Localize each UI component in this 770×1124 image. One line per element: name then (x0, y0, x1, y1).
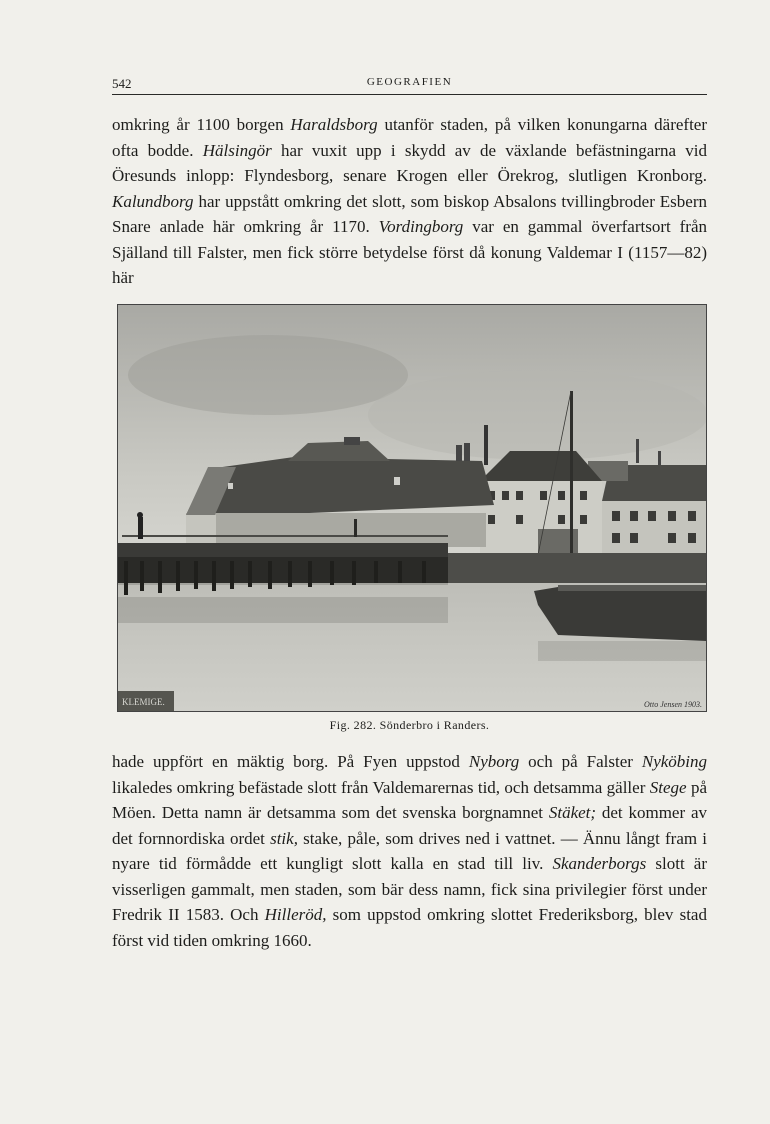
place-name: Vordingborg (378, 217, 464, 236)
place-name: Skanderborgs (552, 854, 647, 873)
text-segment: stake, påle, som drives ned i vattnet. — Ännu långt fram i nyare tid förmådde ett kungligt slott kalla en stad till liv. (112, 828, 707, 873)
building-middle (480, 451, 602, 553)
page-header (112, 74, 707, 95)
place-name: Stäket; (548, 803, 597, 822)
text-segment: det kommer av det fornnordiska ordet (112, 803, 707, 848)
text-segment: likaledes omkring befästade slott från Valdemarernas tid, och detsamma gäller (112, 777, 650, 797)
boat (534, 587, 706, 641)
text-segment: hade uppfört en mäktig borg. På Fyen uppstod (112, 752, 469, 771)
place-name: Nyborg (468, 752, 520, 771)
quay (448, 553, 706, 583)
photo-mark-left: KLEMIGE. (122, 697, 165, 707)
text-segment: på Möen. Detta namn är detsamma som det svenska borgnamnet (112, 777, 708, 822)
place-name: Stege (649, 777, 687, 797)
word-term: stik, (270, 828, 298, 848)
photo-mark-right: Otto Jensen 1903. (644, 700, 702, 709)
text-segment: var en gammal överfartsort från Själland till Falster, men fick större betydelse först då konung Valdemar I (1157—82) här (112, 217, 707, 287)
figure-photo-sonderbro (117, 304, 707, 712)
text-segment: och på Falster (519, 752, 642, 771)
body-text-lower (112, 749, 707, 953)
place-name: Haraldsborg (290, 115, 378, 134)
place-name: Kalundborg (112, 191, 194, 211)
place-name: Nyköbing (641, 752, 708, 771)
text-segment: har vuxit upp i skydd av de växlande befästningarna vid Öresunds inlopp: Flyndesborg, senare Krogen eller Örekrog, slutligen Kronborg. (112, 140, 708, 185)
figure-person (138, 517, 143, 539)
text-segment: slott är visserligen gammalt, men staden, som bär dess namn, fick sina privilegier först under Fredrik II 1583. Och (112, 854, 707, 924)
body-text-upper (112, 112, 707, 291)
place-name: Hälsingör (202, 140, 272, 160)
place-name: Hilleröd, (264, 905, 327, 924)
harbor-photo-illustration (118, 305, 706, 711)
figure-caption: Fig. 282. Sönderbro i Randers. (329, 718, 490, 732)
text-segment: omkring år 1100 borgen (112, 115, 291, 134)
page-number: 542 (112, 76, 132, 91)
text-segment: som uppstod omkring slottet Frederiksborg, blev stad först vid tiden omkring 1660. (112, 905, 707, 950)
text-segment: utanför staden, på vilken konungarna därefter ofta bodde. (112, 115, 707, 160)
ship-mast (570, 391, 573, 567)
text-segment: har uppstått omkring det slott, som biskop Absalons tvillingbroder Esbern Snare anlade här omkring år 1170. (112, 191, 707, 236)
running-head: GEOGRAFIEN (366, 76, 453, 88)
